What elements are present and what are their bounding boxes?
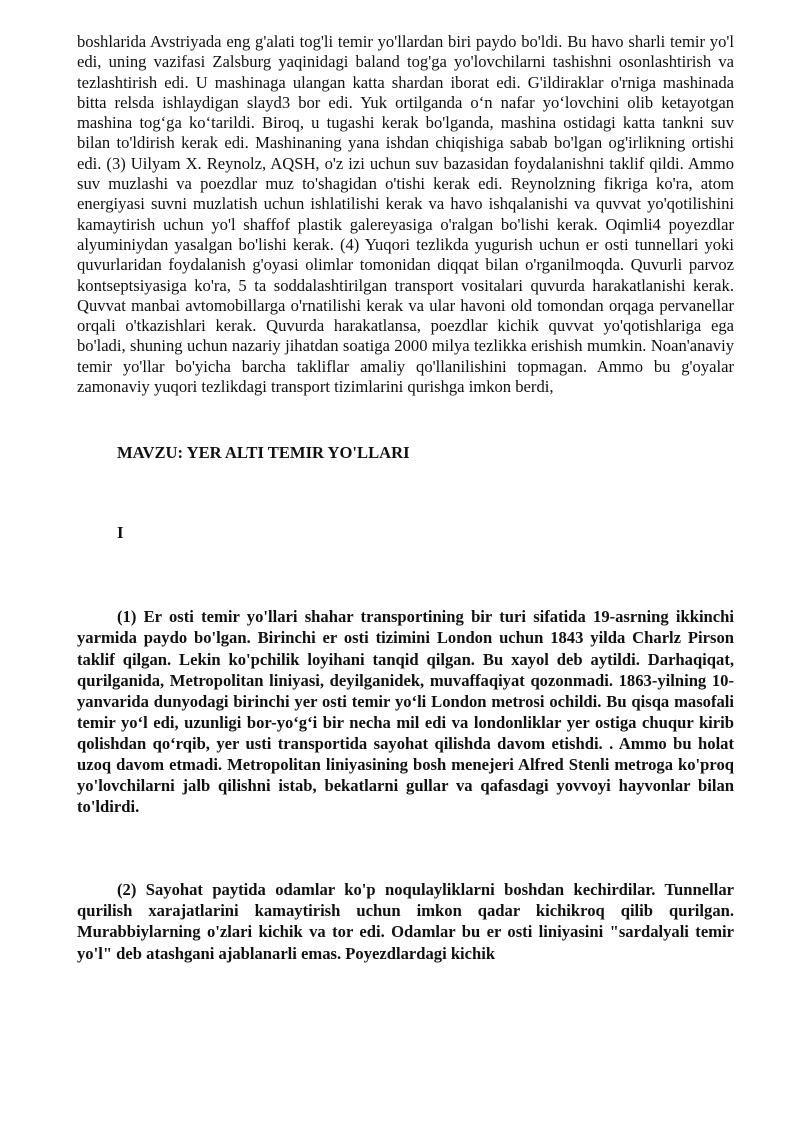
- intro-paragraph: boshlarida Avstriyada eng g'alati tog'li temir yo'llardan biri paydo bo'ldi. Bu havo sharli temir yo'l edi, uning vazifasi Zalsburg yaqinidagi baland tog'ga yo'lovchilarni tashishni osonlashtirish va tezlashtirish edi. U mashinaga ulangan katta shardan iborat edi. G'ildiraklar o'rniga mashinada bitta relsda ishlaydigan slayd3 bor edi. Yuk ortilganda o‘n nafar yo‘lovchini olib ketayotgan mashina tog‘ga ko‘tarildi. Biroq, u tugashi kerak bo'lganda, mashina ostidagi katta tankni suv bilan to'ldirish kerak edi. Mashinaning yana ishdan chiqishiga sabab bo'lgan og'irlikning ortishi edi. (3) Uilyam X. Reynolz, AQSH, o'z izi uchun suv bazasidan foydalanishni taklif qildi. Ammo suv muzlashi va poezdlar muz to'shagidan o'tishi kerak edi. Reynolzning fikriga ko'ra, atom energiyasi suvni muzlatish uchun ishlatilishi kerak va havo ishqalanishi va quvvat yo'qotilishini kamaytirish uchun yo'l shaffof plastik galereyasiga o'ralgan bo'lishi kerak. Oqimli4 poyezdlar alyuminiydan yasalgan bo'lishi kerak. (4) Yuqori tezlikda yugurish uchun er osti tunnellari yoki quvurlaridan foydalanish g'oyasi olimlar tomonidan diqqat bilan o'rganilmoqda. Quvurli parvoz kontseptsiyasiga ko'ra, 5 ta soddalashtirilgan transport vositalari quvurda harakatlanishi kerak. Quvvat manbai avtomobillarga o'rnatilishi kerak va ular havoni old tomondan orqaga pervanellar orqali o'tkazishlari kerak. Quvurda harakatlansa, poezdlar kichik quvvat yo'qotishlariga ega bo'ladi, shuning uchun nazariy jihatdan soatiga 2000 milya tezlikka erishish mumkin. Noan'anaviy temir yo'llar bo'yicha barcha takliflar amaliy qo'llanilishini topmagan. Ammo bu g'oyalar zamonaviy yuqori tezlikdagi transport tizimlarini qurishga imkon berdi,: [77, 32, 734, 397]
- topic-heading: MAVZU: YER ALTI TEMIR YO'LLARI: [117, 443, 410, 463]
- section-number: I: [117, 523, 124, 543]
- paragraph-1: (1) Er osti temir yo'llari shahar transportining bir turi sifatida 19-asrning ikkinchi yarmida paydo bo'lgan. Birinchi er osti tizimini London uchun 1843 yilda Charlz Pirson taklif qilgan. Lekin ko'pchilik loyihani tanqid qilgan. Bu xayol deb aytildi. Darhaqiqat, qurilganida, Metropolitan liniyasi, deyilganidek, muvaffaqiyat qozonmadi. 1863-yilning 10-yanvarida dunyodagi birinchi yer osti temir yo‘li London metrosi ochildi. Bu qisqa masofali temir yo‘l edi, uzunligi bor-yo‘g‘i bir necha mil edi va londonliklar yer ostiga chuqur kirib qolishdan qo‘rqib, yer usti transportida sayohat qilishda davom etishdi. . Ammo bu holat uzoq davom etmadi. Metropolitan liniyasining bosh menejeri Alfred Stenli metroga ko'proq yo'lovchilarni jalb qilishni istab, bekatlarni gullar va qafasdagi yovvoyi hayvonlar bilan to'ldirdi.: [77, 607, 734, 817]
- paragraph-2: (2) Sayohat paytida odamlar ko'p noqulayliklarni boshdan kechirdilar. Tunnellar qurilish xarajatlarini kamaytirish uchun imkon qadar kichikroq qilib qurilgan. Murabbiylarning o'zlari kichik va tor edi. Odamlar bu er osti liniyasini "sardalyali temir yo'l" deb atashgani ajablanarli emas. Poyezdlardagi kichik: [77, 880, 734, 963]
